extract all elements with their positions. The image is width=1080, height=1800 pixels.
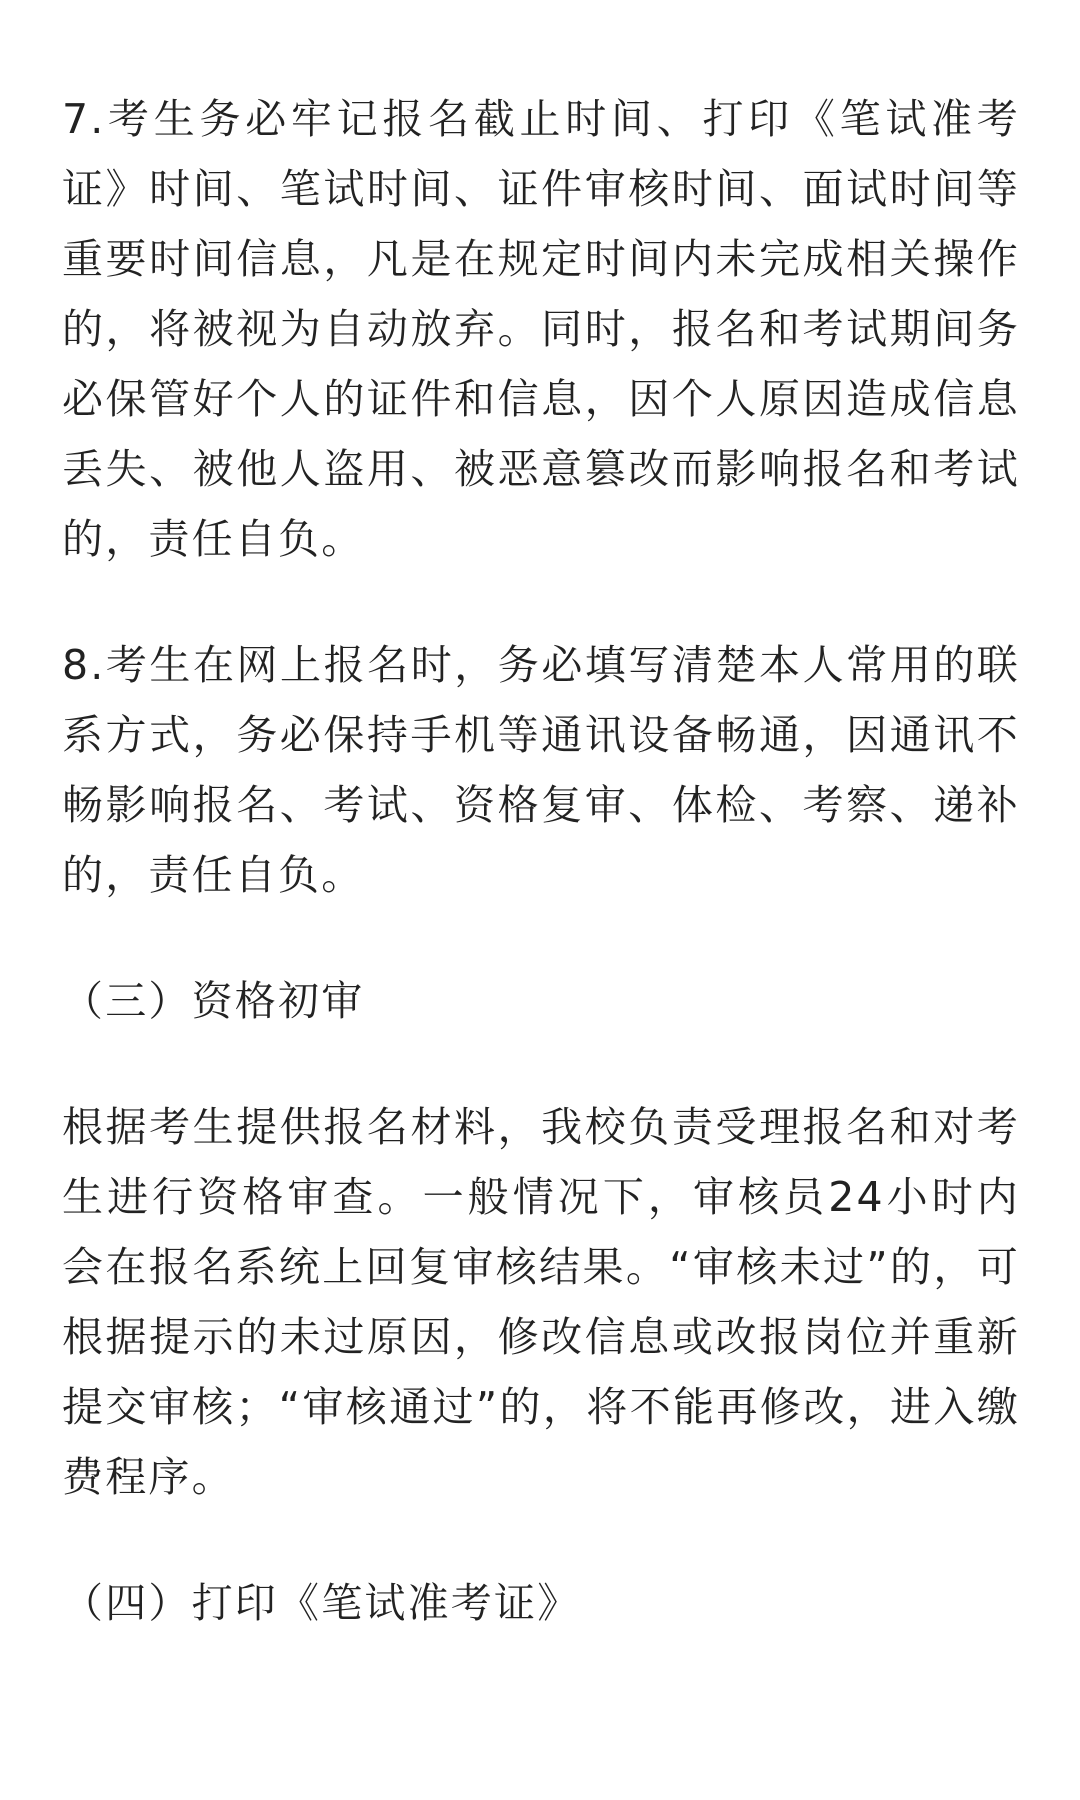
section-heading-qualification-review: （三）资格初审 — [62, 977, 365, 1025]
paragraph-item-7: 7.考生务必牢记报名截止时间、打印《笔试准考证》时间、笔试时间、证件审核时间、面试时间等重要时间信息，凡是在规定时间内未完成相关操作的，将被视为自动放弃。同时，报名和考试期间务必保管好个人的证件和信息，因个人原因造成信息丢失、被他人盗用、被恶意篡改而影响报名和考试的，责任自负。 — [62, 95, 1020, 563]
section-heading-print-admission-ticket: （四）打印《笔试准考证》 — [62, 1579, 581, 1627]
paragraph-spacer — [62, 574, 1020, 630]
paragraph-spacer — [62, 1036, 1020, 1092]
paragraph-spacer — [62, 1512, 1020, 1568]
paragraph-qualification-review: 根据考生提供报名材料，我校负责受理报名和对考生进行资格审查。一般情况下，审核员24小时内会在报名系统上回复审核结果。“审核未过”的，可根据提示的未过原因，修改信息或改报岗位并重新提交审核；“审核通过”的，将不能再修改，进入缴费程序。 — [62, 1103, 1020, 1501]
paragraph-item-8: 8.考生在网上报名时，务必填写清楚本人常用的联系方式，务必保持手机等通讯设备畅通，因通讯不畅影响报名、考试、资格复审、体检、考察、递补的，责任自负。 — [62, 641, 1020, 899]
paragraph-spacer — [62, 910, 1020, 966]
